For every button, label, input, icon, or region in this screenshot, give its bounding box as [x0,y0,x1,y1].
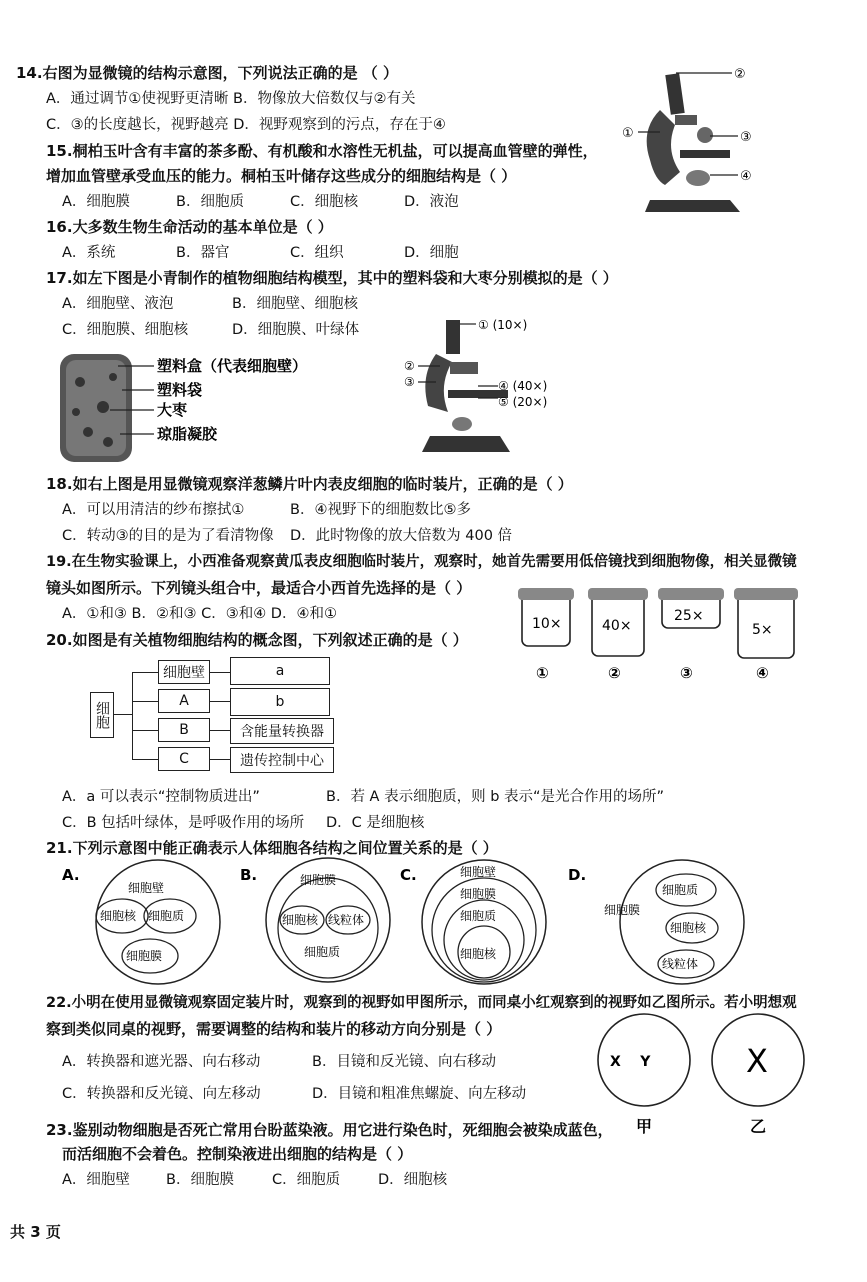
q22-stem-2: 察到类似同桌的视野，需要调整的结构和装片的移动方向分别是（ ） [46,1020,502,1038]
q18-option-c: C．转动③的目的是为了看清物像 [62,528,274,544]
concept-node-b-desc: b [230,688,330,716]
lens-2-label: 40× [602,618,632,634]
q22-option-c: C．转换器和反光镜、向左移动 [62,1086,261,1102]
microscope-figure-q18 [400,316,560,458]
lens-3-num: ③ [680,664,693,682]
q17-option-c: C．细胞膜、细胞核 [62,322,189,338]
diagC-cytoplasm: 细胞质 [460,909,497,923]
q16-option-a: A．系统 [62,245,116,261]
field2-label: 乙 [750,1117,767,1136]
q21-stem: 21.下列示意图中能正确表示人体细胞各结构之间位置关系的是（ ） [46,839,498,857]
q15-option-d: D．液泡 [404,194,459,210]
model-label-agar: 琼脂凝胶 [157,425,218,443]
lens-1-label: 10× [532,616,562,632]
diagC-wall: 细胞壁 [460,865,497,879]
lens-4-label: 5× [752,622,773,638]
connector [132,672,133,760]
model-label-date: 大枣 [157,401,188,419]
q18-label-2: ② [404,359,415,373]
diagA-nucleus: 细胞核 [100,909,137,923]
connector [210,730,230,731]
concept-node-a: A [158,689,210,713]
concept-node-c: C [158,747,210,771]
q14-options-ab: A．通过调节①使视野更清晰 B．物像放大倍数仅与②有关 [46,91,416,107]
microscope-figure-q14 [620,60,780,220]
q16-option-d: D．细胞 [404,245,459,261]
model-label-box: 塑料盒（代表细胞壁） [157,357,308,375]
q16-stem: 16.大多数生物生命活动的基本单位是（ ） [46,218,333,236]
lens-figure [512,586,812,686]
q21-letter-c: C. [400,866,417,884]
q14-label-3: ③ [740,130,752,145]
model-label-bag: 塑料袋 [157,381,203,399]
diagA-cytoplasm: 细胞质 [148,909,185,923]
diagA-membrane: 细胞膜 [126,949,163,963]
concept-node-cell-wall: 细胞壁 [158,660,210,684]
q20-option-c: C．B 包括叶绿体，是呼吸作用的场所 [62,815,305,831]
q15-stem-2: 增加血管壁承受血压的能力。桐柏玉叶储存这些成分的细胞结构是（ ） [46,167,517,185]
diagB-nucleus: 细胞核 [282,913,319,927]
q16-option-b: B．器官 [176,245,230,261]
q15-option-b: B．细胞质 [176,194,244,210]
q18-label-5: ⑤ (20×) [498,395,548,409]
q18-option-d: D．此时物像的放大倍数为 400 倍 [290,528,513,544]
q20-option-d: D．C 是细胞核 [326,815,425,831]
q19-options: A．①和③ B．②和③ C．③和④ D．④和① [62,606,337,622]
q14-stem: 14.右图为显微镜的结构示意图，下列说法正确的是 （ ） [16,64,399,82]
q21-letter-b: B. [240,866,258,884]
q18-stem: 18.如右上图是用显微镜观察洋葱鳞片叶内表皮细胞的临时装片，正确的是（ ） [46,475,573,493]
q17-option-d: D．细胞膜、叶绿体 [232,322,360,338]
q15-stem-1: 15.桐柏玉叶含有丰富的茶多酚、有机酸和水溶性无机盐，可以提高血管壁的弹性， [46,142,598,160]
q14-label-1: ① [622,126,634,141]
field1-text: X Y [610,1054,651,1070]
connector [210,672,230,673]
concept-node-genetic-center: 遗传控制中心 [230,747,334,773]
diagC-nucleus: 细胞核 [460,947,497,961]
q20-option-b: B．若 A 表示细胞质，则 b 表示“是光合作用的场所” [326,789,665,805]
lens-3-label: 25× [674,608,704,624]
diagB-mitochondria: 线粒体 [328,913,365,927]
q18-label-3: ③ [404,375,415,389]
q20-option-a: A．a 可以表示“控制物质进出” [62,789,260,805]
q14-label-4: ④ [740,169,752,184]
lens-1-num: ① [536,664,549,682]
q18-label-1: ① (10×) [478,318,528,332]
q22-option-d: D．目镜和粗准焦螺旋、向左移动 [312,1086,527,1102]
q18-option-a: A．可以用清洁的纱布擦拭① [62,502,245,518]
q15-option-c: C．细胞核 [290,194,359,210]
q23-stem-2: 而活细胞不会着色。控制染液进出细胞的结构是（ ） [62,1145,413,1163]
q23-option-c: C．细胞质 [272,1172,341,1188]
q14-options-cd: C．③的长度越长，视野越亮 D．视野观察到的污点，存在于④ [46,117,446,133]
lens-2 [588,588,648,682]
q23-option-d: D．细胞核 [378,1172,448,1188]
diagD-mitochondria: 线粒体 [662,957,699,971]
q22-option-b: B．目镜和反光镜、向右移动 [312,1054,496,1070]
connector [132,701,158,702]
lens-3 [658,588,724,682]
q18-option-b: B．④视野下的细胞数比⑤多 [290,502,471,518]
q23-stem-1: 23.鉴别动物细胞是否死亡常用台盼蓝染液。用它进行染色时，死细胞会被染成蓝色， [46,1121,613,1139]
concept-root: 细胞 [90,692,114,738]
q19-stem-2: 镜头如图所示。下列镜头组合中，最适合小西首先选择的是（ ） [46,579,472,597]
diagD-nucleus: 细胞核 [670,921,707,935]
q21-letter-d: D. [568,866,587,884]
connector [132,759,158,760]
connector [132,672,158,673]
q17-stem: 17.如左下图是小青制作的植物细胞结构模型，其中的塑料袋和大枣分别模拟的是（ ） [46,269,618,287]
concept-node-b: B [158,718,210,742]
diagB-cytoplasm: 细胞质 [304,945,341,959]
diagD-membrane: 细胞膜 [604,903,641,917]
q23-option-b: B．细胞膜 [166,1172,234,1188]
q15-option-a: A．细胞膜 [62,194,130,210]
q23-option-a: A．细胞壁 [62,1172,130,1188]
diagC-membrane: 细胞膜 [460,887,497,901]
q21-diagrams [56,862,816,987]
field2-text: X [746,1042,768,1080]
q16-option-c: C．组织 [290,245,344,261]
lens-4 [734,588,798,682]
concept-node-a-desc: a [230,657,330,685]
connector [114,714,132,715]
q19-stem-1: 19.在生物实验课上，小西准备观察黄瓜表皮细胞临时装片，观察时，她首先需要用低倍镜找到细胞物像，相关显微镜 [46,554,797,570]
q22-fields-figure [592,1012,814,1137]
q17-option-a: A．细胞壁、液泡 [62,296,174,312]
field1-label: 甲 [636,1117,653,1136]
connector [210,701,230,702]
page-footer: 共 3 页 [10,1223,61,1241]
plant-cell-model-figure [58,352,318,467]
connector [210,759,230,760]
connector [132,730,158,731]
q21-letter-a: A. [62,866,80,884]
diagD-cytoplasm: 细胞质 [662,883,699,897]
q22-stem-1: 22.小明在使用显微镜观察固定装片时，观察到的视野如甲图所示，而同桌小红观察到的视野如乙图所示。若小明想观 [46,995,797,1011]
q14-label-2: ② [734,67,746,82]
q22-option-a: A．转换器和遮光器、向右移动 [62,1054,261,1070]
lens-1 [518,588,574,682]
lens-2-num: ② [608,664,621,682]
diagA-wall: 细胞壁 [128,881,165,895]
lens-4-num: ④ [756,664,769,682]
q18-label-4: ④ (40×) [498,379,548,393]
q20-stem: 20.如图是有关植物细胞结构的概念图，下列叙述正确的是（ ） [46,631,468,649]
q17-option-b: B．细胞壁、细胞核 [232,296,358,312]
diagB-membrane: 细胞膜 [300,873,337,887]
concept-node-energy-converter: 含能量转换器 [230,718,334,744]
